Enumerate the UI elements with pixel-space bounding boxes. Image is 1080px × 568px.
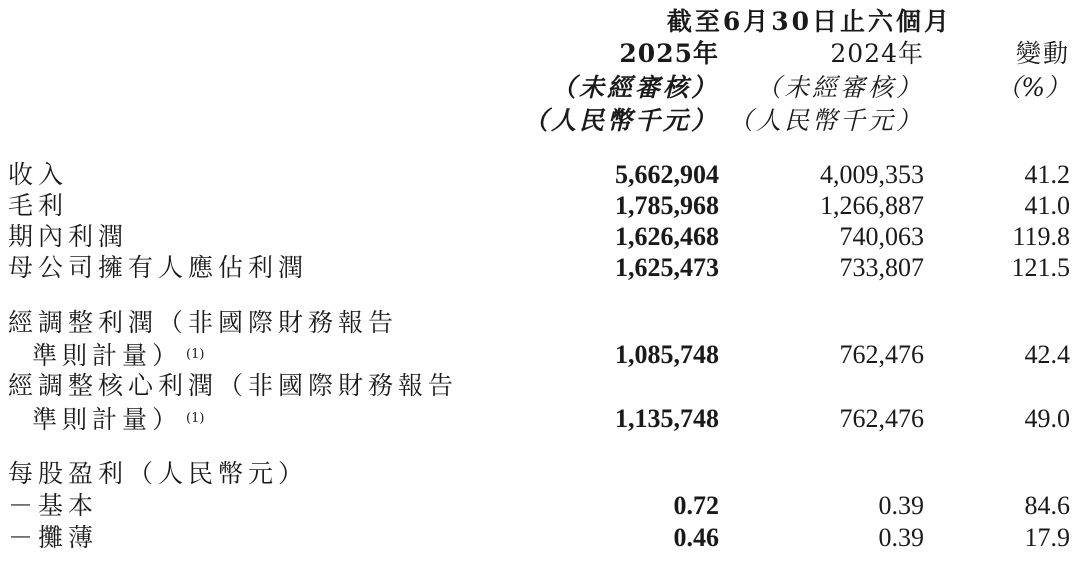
row-label-text: 準則計量）: [32, 341, 183, 370]
value-2025: 0.46: [673, 523, 719, 552]
value-2025: 1,785,968: [615, 191, 719, 220]
table-row-eps-heading: [0, 458, 1080, 490]
value-2024: 762,476: [839, 340, 924, 369]
row-label: 收入: [8, 160, 69, 189]
value-change: 121.5: [1011, 253, 1070, 282]
col-2024-audit-note: （未經審核）: [755, 73, 924, 102]
table-row-adjusted-core-profit-line1: [0, 370, 1080, 402]
footnote-marker: (1): [186, 347, 205, 362]
table-row-profit-for-period: [0, 221, 1080, 253]
table-row-gross-profit: [0, 190, 1080, 222]
period-header: 截至6月30日止六個月: [666, 7, 952, 36]
col-change-unit: （%）: [996, 73, 1070, 102]
value-change: 42.4: [1024, 340, 1070, 369]
row-label: －攤薄: [8, 523, 99, 552]
value-2025: 1,626,468: [615, 222, 719, 251]
value-change: 84.6: [1024, 491, 1070, 520]
value-change: 119.8: [1012, 222, 1070, 251]
value-2024: 0.39: [878, 523, 924, 552]
table-row-adjusted-core-profit: [0, 403, 1080, 435]
col-2024-year: 2024年: [830, 39, 924, 68]
row-label-line1: 經調整利潤（非國際財務報告: [8, 308, 399, 337]
row-label-line1: 經調整核心利潤（非國際財務報告: [8, 371, 459, 400]
footnote-marker: (1): [186, 411, 205, 426]
row-label: 母公司擁有人應佔利潤: [8, 253, 309, 282]
row-label: 每股盈利（人民幣元）: [8, 459, 309, 488]
row-label: －基本: [8, 491, 99, 520]
value-2025: 5,662,904: [615, 160, 719, 189]
value-2025: 0.72: [673, 491, 719, 520]
table-row-revenue: [0, 159, 1080, 191]
value-2024: 762,476: [839, 404, 924, 433]
col-2024-unit: （人民幣千元）: [727, 106, 924, 135]
value-2024: 733,807: [839, 253, 924, 282]
value-2024: 4,009,353: [820, 160, 924, 189]
table-row-profit-attributable-owners: [0, 252, 1080, 284]
value-change: 41.0: [1024, 191, 1070, 220]
table-row-adjusted-profit: [0, 339, 1080, 371]
value-2025: 1,085,748: [615, 340, 719, 369]
col-2025-year: 2025年: [619, 39, 719, 68]
table-row-adjusted-profit-line1: [0, 307, 1080, 339]
table-row-eps-basic: [0, 490, 1080, 522]
row-label-text: 準則計量）: [32, 405, 183, 434]
table-row-eps-diluted: [0, 522, 1080, 554]
row-label-line2: [32, 339, 204, 371]
col-2025-unit: （人民幣千元）: [522, 106, 719, 135]
value-2025: 1,625,473: [615, 253, 719, 282]
row-label: 毛利: [8, 191, 69, 220]
row-label: 期內利潤: [8, 222, 129, 251]
col-2025-audit-note: （未經審核）: [550, 73, 719, 102]
row-label-line2: [32, 403, 204, 435]
value-change: 49.0: [1024, 404, 1070, 433]
col-change-title: 變動: [1015, 39, 1070, 68]
value-2024: 0.39: [878, 491, 924, 520]
value-change: 17.9: [1024, 523, 1070, 552]
value-2024: 740,063: [839, 222, 924, 251]
value-2025: 1,135,748: [615, 404, 719, 433]
value-change: 41.2: [1024, 160, 1070, 189]
value-2024: 1,266,887: [820, 191, 924, 220]
